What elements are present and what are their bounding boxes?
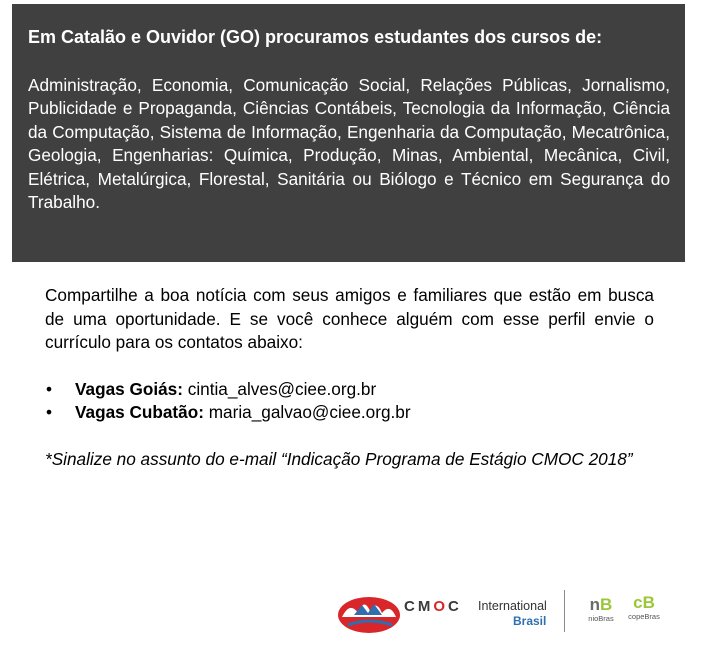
contact-email[interactable]: cintia_alves@ciee.org.br (187, 378, 377, 399)
contact-item-goias (45, 378, 654, 402)
cmoc-letter: C (448, 598, 462, 615)
bullet: • (46, 402, 53, 423)
contact-item-cubatao (45, 401, 654, 425)
contact-label: Vagas Goiás: (75, 378, 183, 399)
logo-divider (564, 590, 565, 632)
highlight-box (12, 4, 685, 262)
copebras-letter: B (642, 593, 655, 612)
subject-note: *Sinalize no assunto do e-mail “Indicação Programa de Estágio CMOC 2018” (45, 448, 633, 469)
cmoc-logo-icon (336, 591, 402, 635)
niobras-name: nioBras (588, 614, 614, 623)
contacts-list (45, 378, 654, 425)
box-heading: Em Catalão e Ouvidor (GO) procuramos estudantes dos cursos de: (28, 27, 603, 47)
cmoc-international-text: International (478, 599, 547, 613)
copebras-logo (623, 594, 665, 622)
main-content (45, 284, 654, 472)
cmoc-letter: O (433, 598, 449, 615)
cmoc-letter: C (404, 598, 418, 615)
share-text: Compartilhe a boa notícia com seus amigos e familiares que estão em busca de uma oportunidade. E se você conhece alguém com esse perfil envie o currículo para os contatos abaixo: (45, 285, 654, 353)
cmoc-wordmark (404, 598, 462, 615)
contact-label: Vagas Cubatão: (75, 402, 204, 423)
logo-bar (336, 588, 676, 638)
bullet: • (46, 378, 53, 399)
cmoc-brasil-text: Brasil (513, 614, 547, 628)
copebras-letter: c (633, 593, 643, 612)
niobras-logo (586, 596, 616, 624)
copebras-name: copeBras (628, 612, 660, 621)
courses-list: Administração, Economia, Comunicação Social, Relações Públicas, Jornalismo, Publicidade e Propaganda, Ciências Contábeis, Tecnologia da Informação, Ciência da Computação, Sistema de Informação, Engenharia da Computação, Mecatrônica, Geologia, Engenharias: Química, Produção, Minas, Ambiental, Mecânica, Civil, Elétrica, Metalúrgica, Florestal, Sanitária ou Biólogo e Técnico em Segurança do Trabalho. (28, 75, 670, 213)
contact-email[interactable]: maria_galvao@ciee.org.br (208, 402, 411, 423)
niobras-letter: B (600, 595, 613, 614)
cmoc-letter: M (417, 598, 434, 615)
niobras-letter: n (589, 595, 601, 614)
